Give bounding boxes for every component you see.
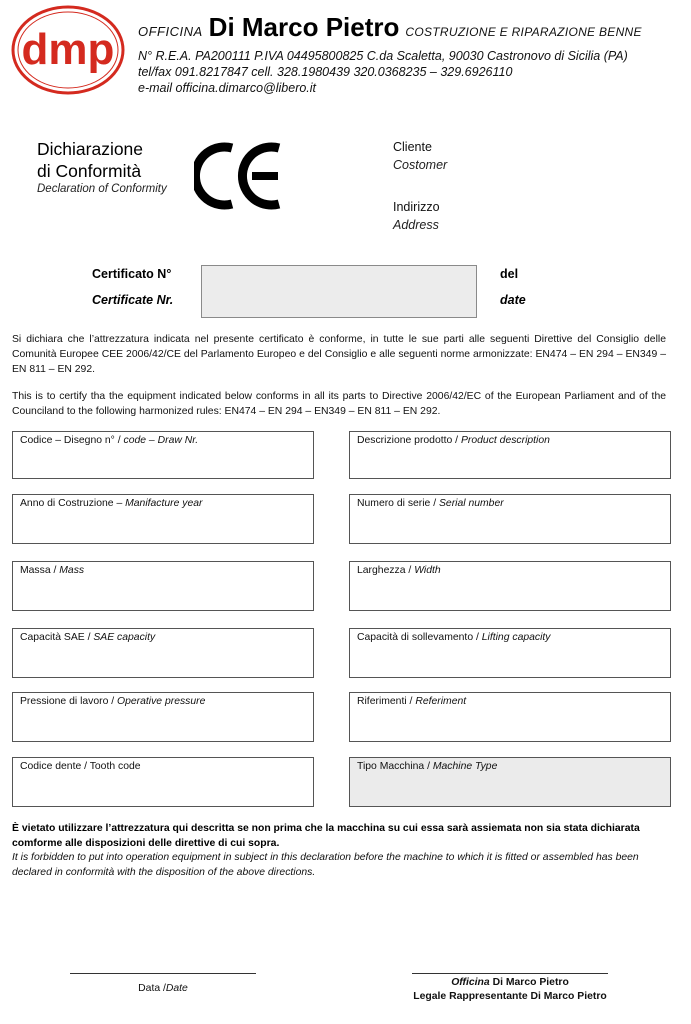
field-code-draw[interactable] <box>12 431 314 479</box>
field-mass[interactable] <box>12 561 314 611</box>
declaration-paragraph-it: Si dichiara che l’attrezzatura indicata nel presente certificato è conforme, in tutte le sue parti alle seguenti Direttive del Consiglio delle Comunità Europee CEE 2006/42/CE del Parlamento Europeo e del Consiglio e alle seguenti norme armonizzate: EN474 – EN 294 – EN349 – EN 811 – EN 292. <box>12 334 666 375</box>
legal-representative-label: Legale Rappresentante Di Marco Pietro <box>413 991 607 1002</box>
doc-title-line2: di Conformità <box>37 161 142 181</box>
field-label-en: code – Draw Nr. <box>123 435 199 446</box>
field-label-en: Machine Type <box>432 761 498 772</box>
field-label-en: Width <box>414 565 441 576</box>
field-label-en: SAE capacity <box>93 632 156 643</box>
field-sae-capacity[interactable] <box>12 628 314 678</box>
date-signature-line[interactable] <box>70 973 256 974</box>
officina-signature-label <box>396 977 624 988</box>
field-product-description[interactable] <box>349 431 671 479</box>
field-label-en: Serial number <box>439 498 504 509</box>
field-lifting-capacity[interactable] <box>349 628 671 678</box>
field-label-en: Product description <box>460 435 550 446</box>
field-referiment[interactable] <box>349 692 671 742</box>
email-line: e-mail officina.dimarco@libero.it <box>138 81 317 95</box>
logo-text: dmp <box>21 25 115 74</box>
field-label-en: Lifting capacity <box>481 632 551 643</box>
declaration-paragraph-en: This is to certify tha the equipment indicated below conforms in all its parts to Directive 2006/42/EC of the European Parliament and of the Counciland to the following harmonized rules: EN474 – EN 294 – EN349 – EN 811 – EN 292. <box>12 391 666 417</box>
field-label: Codice – Disegno n° / <box>20 435 124 446</box>
officina-sig-name: Di Marco Pietro <box>489 977 569 988</box>
certificate-label: Certificato N° <box>92 267 172 281</box>
field-label-en: Operative pressure <box>117 696 206 707</box>
warning-en: It is forbidden to put into operation equipment in subject in this declaration before the machine to which it is fitted or assembled has been declared in conformità with the disposition of the above directions. <box>12 852 639 878</box>
field-label: Riferimenti / <box>357 696 416 707</box>
doc-title-en: Declaration of Conformity <box>37 183 167 195</box>
ce-mark-icon <box>194 140 284 212</box>
field-operative-pressure[interactable] <box>12 692 314 742</box>
date-label: del <box>500 267 519 281</box>
officina-sig-label: Officina <box>451 977 490 988</box>
field-label: Tipo Macchina / <box>357 761 433 772</box>
rea-line: N° R.E.A. PA200111 P.IVA 04495800825 C.da Scaletta, 90030 Castronovo di Sicilia (PA) <box>138 49 628 63</box>
field-serial-number[interactable] <box>349 494 671 544</box>
company-name: Di Marco Pietro <box>208 12 400 42</box>
client-label: Cliente <box>393 140 432 154</box>
field-label: Pressione di lavoro / <box>20 696 118 707</box>
field-label: Capacità di sollevamento / <box>357 632 482 643</box>
header-title <box>138 12 686 43</box>
field-label: Numero di serie / <box>357 498 439 509</box>
field-label: Capacità SAE / <box>20 632 94 643</box>
phone-line: tel/fax 091.8217847 cell. 328.1980439 320.0368235 – 329.6926110 <box>138 65 513 79</box>
field-label: Larghezza / <box>357 565 415 576</box>
company-activity: COSTRUZIONE E RIPARAZIONE BENNE <box>405 25 642 39</box>
field-label-en: Manifacture year <box>125 498 203 509</box>
address-label: Indirizzo <box>393 200 440 214</box>
field-label: Descrizione prodotto / <box>357 435 461 446</box>
field-machine-type[interactable] <box>349 757 671 807</box>
field-label: Anno di Costruzione – <box>20 498 126 509</box>
date-signature-label <box>70 983 256 994</box>
field-tooth-code[interactable] <box>12 757 314 807</box>
certificate-number-field[interactable] <box>201 265 477 318</box>
certificate-label-en: Certificate Nr. <box>92 293 174 307</box>
representative-signature-line[interactable] <box>412 973 608 974</box>
client-block <box>393 138 447 234</box>
field-label-en: Referiment <box>415 696 467 707</box>
field-label: Codice dente / Tooth code <box>20 761 141 772</box>
doc-title <box>37 138 143 182</box>
doc-title-line1: Dichiarazione <box>37 139 144 159</box>
company-logo <box>10 4 126 96</box>
warning-it: È vietato utilizzare l’attrezzatura qui descritta se non prima che la macchina su cui essa sarà assiemata non sia stata dichiarata comforme alle disposizioni delle direttive di cui sopra. <box>12 823 640 849</box>
officina-label: OFFICINA <box>138 24 203 39</box>
date-label-en-sig: Date <box>165 983 188 994</box>
field-label-en: Mass <box>59 565 85 576</box>
field-width[interactable] <box>349 561 671 611</box>
address-label-en: Address <box>393 218 439 232</box>
field-manufacture-year[interactable] <box>12 494 314 544</box>
field-label: Massa / <box>20 565 60 576</box>
client-label-en: Costomer <box>393 158 448 172</box>
date-label-en: date <box>500 293 526 307</box>
date-label-it: Data / <box>138 983 166 994</box>
